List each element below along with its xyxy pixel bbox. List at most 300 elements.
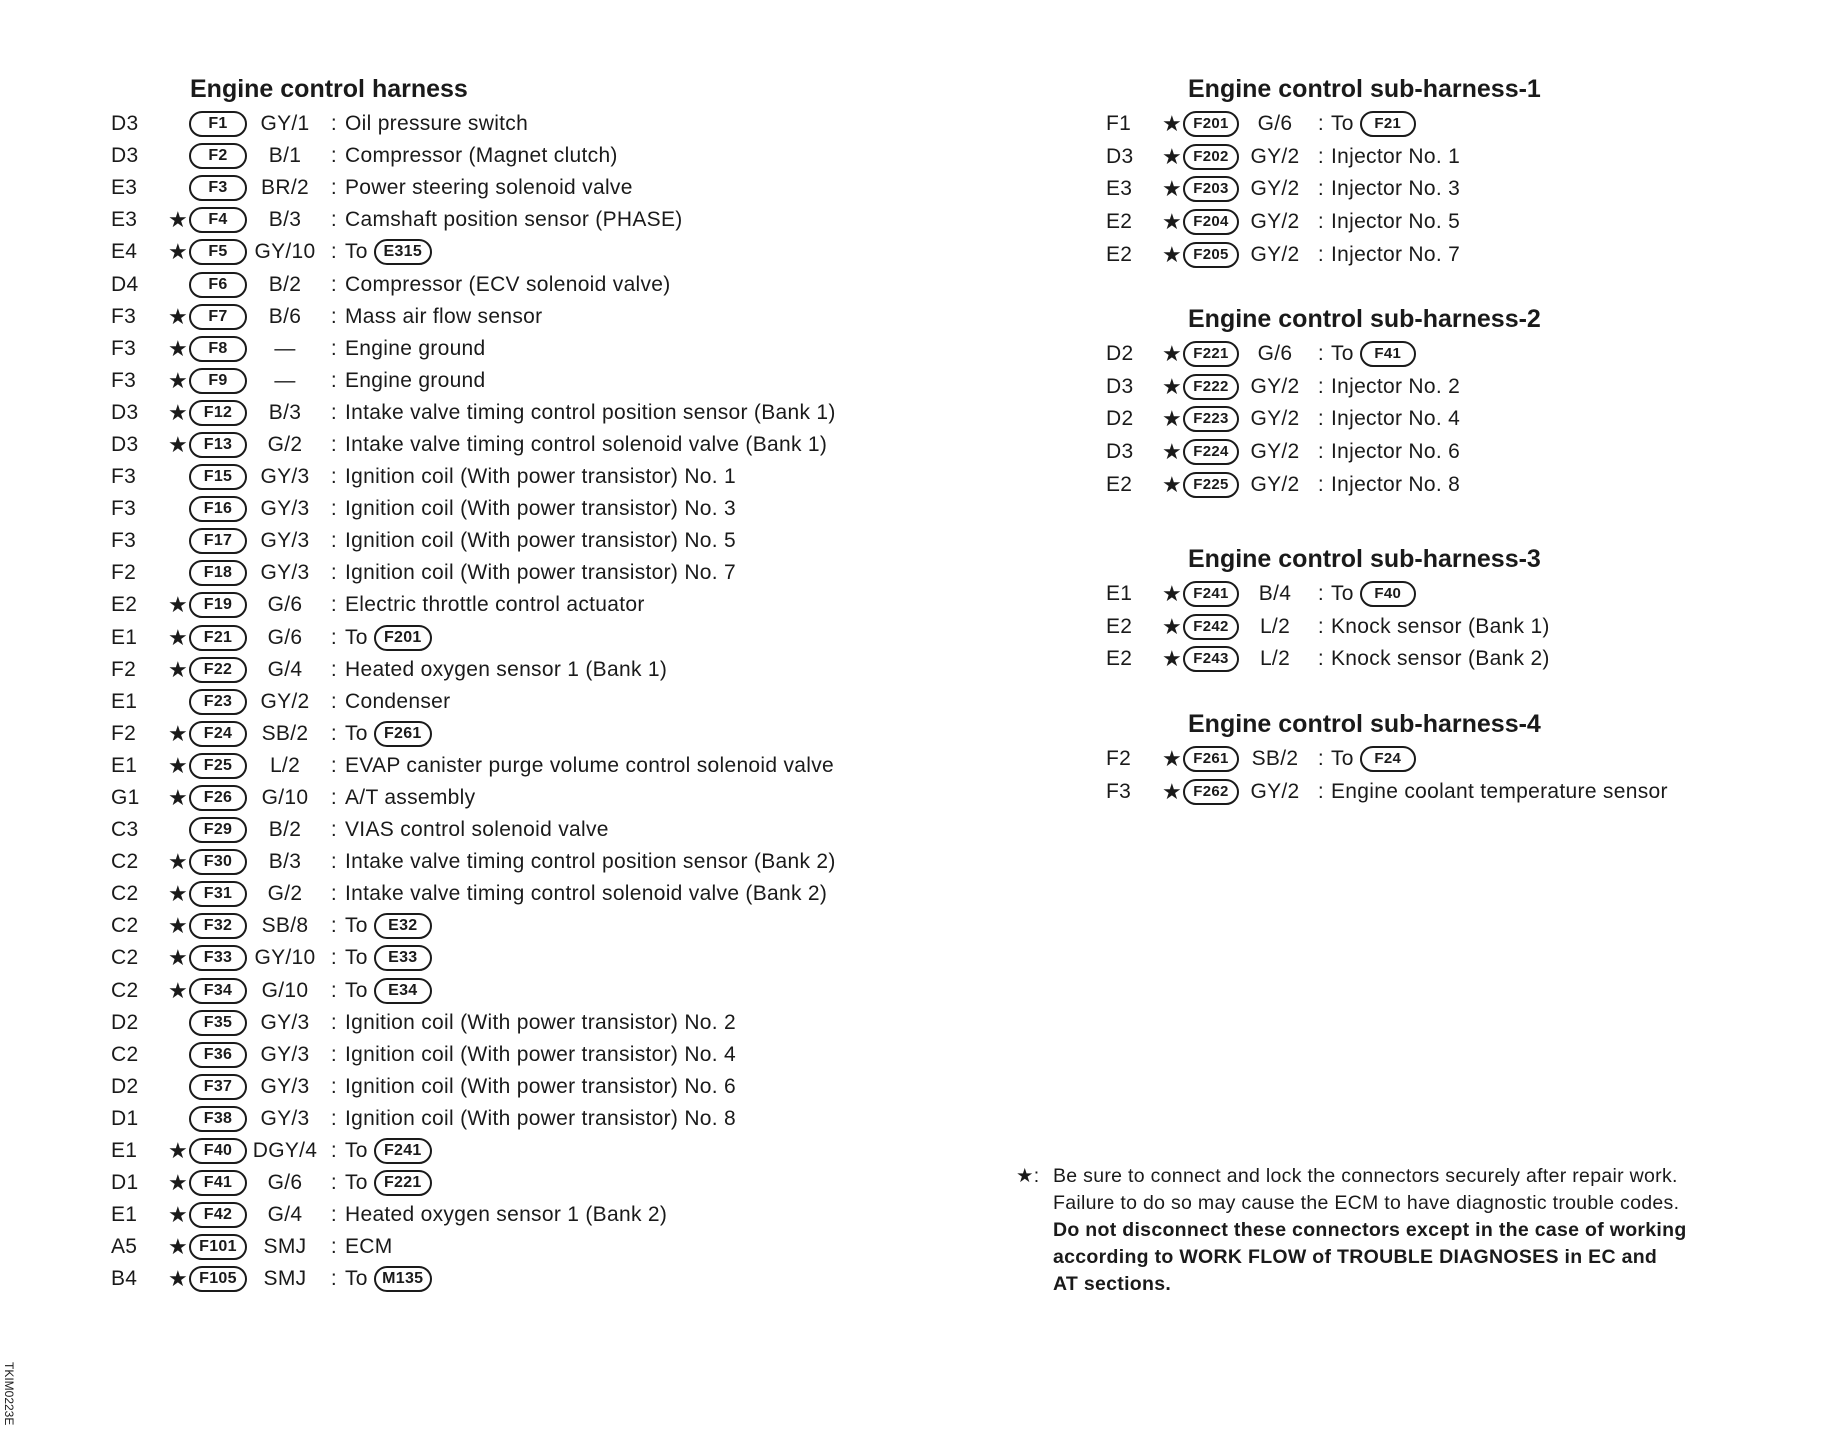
connector-description <box>345 658 667 682</box>
connector-id: F7 <box>189 304 247 330</box>
section-title: Engine control sub-harness-1 <box>1188 75 1541 103</box>
description-text: Injector No. 4 <box>1331 407 1461 431</box>
connector-spec: SB/2 <box>261 721 309 745</box>
connector-row <box>1106 436 1541 469</box>
connector-id: F5 <box>189 239 247 265</box>
connector-description <box>345 625 432 651</box>
target-connector: E315 <box>374 239 432 265</box>
connector-row <box>1106 403 1541 436</box>
connector-description <box>345 786 475 810</box>
target-connector: F24 <box>1360 746 1416 772</box>
description-text: To <box>345 914 368 938</box>
connector-row <box>111 942 836 974</box>
grid-location: D3 <box>111 144 139 168</box>
connector-spec: G/10 <box>261 978 309 1002</box>
star-icon: ★ <box>1161 613 1182 639</box>
connector-spec: B/3 <box>268 208 302 232</box>
connector-description <box>1331 746 1416 772</box>
connector-id: F261 <box>1183 746 1239 772</box>
connector-list <box>1106 743 1668 808</box>
description-text: To <box>345 946 368 970</box>
description-text: Heated oxygen sensor 1 (Bank 1) <box>345 657 668 681</box>
grid-location: D2 <box>1106 407 1134 431</box>
connector-description <box>345 882 827 906</box>
connector-description <box>345 433 827 457</box>
connector-spec: — <box>274 336 296 360</box>
connector-spec: — <box>274 368 296 392</box>
separator: : <box>1317 407 1325 431</box>
separator: : <box>330 272 338 296</box>
description-text: Engine ground <box>345 336 486 360</box>
description-text: Compressor (ECV solenoid valve) <box>345 272 671 296</box>
separator: : <box>330 1042 338 1066</box>
footnote-warning-line: AT sections. <box>1053 1273 1172 1295</box>
separator: : <box>330 946 338 970</box>
connector-id: F29 <box>189 817 247 843</box>
grid-location: C2 <box>111 882 139 906</box>
separator: : <box>330 208 338 232</box>
grid-location: D2 <box>1106 342 1134 366</box>
sub-harness-4-section <box>1106 710 1668 808</box>
connector-id: F203 <box>1183 176 1239 202</box>
target-connector: F241 <box>374 1138 432 1164</box>
section-title: Engine control sub-harness-4 <box>1188 710 1541 738</box>
connector-list <box>1106 108 1541 271</box>
description-text: Injector No. 6 <box>1331 440 1461 464</box>
connector-row <box>1106 238 1541 271</box>
description-text: Condenser <box>345 689 451 713</box>
grid-location: D2 <box>111 1074 139 1098</box>
connector-id: F201 <box>1183 111 1239 137</box>
separator: : <box>1317 374 1325 398</box>
connector-id: F262 <box>1183 779 1239 805</box>
grid-location: C2 <box>111 914 139 938</box>
footnote-row <box>1016 1163 1816 1190</box>
star-icon: ★ <box>167 1202 188 1228</box>
separator: : <box>1317 747 1325 771</box>
separator: : <box>330 818 338 842</box>
star-icon: ★ <box>167 752 188 778</box>
connector-id: F38 <box>189 1106 247 1132</box>
separator: : <box>330 786 338 810</box>
engine-control-harness-section <box>111 75 836 1295</box>
connector-row <box>111 975 836 1007</box>
star-icon: ★ <box>167 849 188 875</box>
star-icon: ★ <box>1161 646 1182 672</box>
separator: : <box>1317 210 1325 234</box>
star-icon: ★ <box>167 656 188 682</box>
separator: : <box>330 112 338 136</box>
description-text: Compressor (Magnet clutch) <box>345 144 618 168</box>
connector-row <box>111 622 836 654</box>
description-text: Power steering solenoid valve <box>345 176 633 200</box>
connector-description <box>345 1075 736 1099</box>
grid-location: E4 <box>111 240 138 264</box>
connector-spec: G/4 <box>267 657 303 681</box>
description-text: Injector No. 1 <box>1331 144 1461 168</box>
connector-description <box>1331 440 1460 464</box>
connector-spec: GY/2 <box>1250 374 1300 398</box>
connector-id: F21 <box>189 625 247 651</box>
separator: : <box>330 1171 338 1195</box>
grid-location: F2 <box>111 721 137 745</box>
connector-description <box>1331 177 1460 201</box>
connector-spec: GY/3 <box>260 1010 310 1034</box>
star-icon: ★ <box>1161 406 1182 432</box>
connector-id: F242 <box>1183 614 1239 640</box>
connector-id: F1 <box>189 111 247 137</box>
separator: : <box>330 850 338 874</box>
connector-spec: GY/1 <box>260 112 310 136</box>
connector-id: F223 <box>1183 406 1239 432</box>
connector-row <box>111 718 836 750</box>
section-title: Engine control harness <box>190 75 468 103</box>
connector-description <box>345 1203 667 1227</box>
connector-description <box>1331 145 1460 169</box>
connector-spec: G/6 <box>267 625 303 649</box>
description-text: Mass air flow sensor <box>345 304 543 328</box>
connector-description <box>345 1266 432 1292</box>
connector-id: F42 <box>189 1202 247 1228</box>
connector-id: F9 <box>189 368 247 394</box>
separator: : <box>1317 342 1325 366</box>
connector-id: F34 <box>189 978 247 1004</box>
connector-spec: SB/2 <box>1251 747 1299 771</box>
grid-location: E3 <box>111 208 138 232</box>
grid-location: D3 <box>1106 144 1134 168</box>
description-text: Ignition coil (With power transistor) No. 5 <box>345 529 737 553</box>
connector-row <box>111 750 836 782</box>
connector-description <box>345 305 542 329</box>
connector-description <box>1331 615 1550 639</box>
grid-location: C2 <box>111 1042 139 1066</box>
description-text: Electric throttle control actuator <box>345 593 645 617</box>
connector-description <box>345 945 432 971</box>
target-connector: F40 <box>1360 581 1416 607</box>
connector-description <box>345 497 736 521</box>
star-icon: ★ <box>167 945 188 971</box>
connector-spec: GY/2 <box>1250 177 1300 201</box>
connector-spec: GY/3 <box>260 1074 310 1098</box>
connector-description <box>345 754 834 778</box>
connector-id: F15 <box>189 464 247 490</box>
connector-description <box>345 465 736 489</box>
description-text: To <box>1331 342 1354 366</box>
connector-spec: G/6 <box>1257 112 1293 136</box>
connector-spec: SMJ <box>263 1267 307 1291</box>
star-footnote <box>1016 1163 1816 1298</box>
target-connector: M135 <box>374 1266 432 1292</box>
connector-spec: B/2 <box>268 272 302 296</box>
connector-list <box>111 108 836 1295</box>
connector-id: F35 <box>189 1010 247 1036</box>
footnote-row <box>1016 1217 1816 1244</box>
description-text: Ignition coil (With power transistor) No. 6 <box>345 1074 737 1098</box>
connector-row <box>1106 141 1541 174</box>
connector-row <box>1106 611 1550 644</box>
connector-description <box>1331 243 1460 267</box>
description-text: Engine ground <box>345 368 486 392</box>
grid-location: A5 <box>111 1235 138 1259</box>
connector-row <box>1106 776 1668 809</box>
connector-id: F101 <box>189 1234 247 1260</box>
connector-row <box>111 878 836 910</box>
description-text: To <box>345 1171 368 1195</box>
connector-row <box>111 108 836 140</box>
connector-spec: GY/2 <box>1250 440 1300 464</box>
grid-location: E1 <box>111 689 138 713</box>
star-icon: ★ <box>167 592 188 618</box>
connector-id: F41 <box>189 1170 247 1196</box>
grid-location: F3 <box>1106 779 1132 803</box>
description-text: Heated oxygen sensor 1 (Bank 2) <box>345 1203 668 1227</box>
separator: : <box>330 1074 338 1098</box>
description-text: To <box>345 1267 368 1291</box>
grid-location: F2 <box>1106 747 1132 771</box>
connector-row <box>1106 468 1541 501</box>
connector-description <box>345 208 683 232</box>
connector-id: F202 <box>1183 144 1239 170</box>
connector-spec: L/2 <box>1259 614 1291 638</box>
star-icon: ★ <box>1161 746 1182 772</box>
separator: : <box>1317 144 1325 168</box>
footnote-warning-line: according to WORK FLOW of TROUBLE DIAGNOSES in EC and <box>1053 1246 1658 1268</box>
connector-row <box>111 461 836 493</box>
connector-spec: GY/10 <box>254 946 316 970</box>
connector-id: F22 <box>189 657 247 683</box>
description-text: Intake valve timing control solenoid valve (Bank 2) <box>345 882 828 906</box>
grid-location: F3 <box>111 304 137 328</box>
separator: : <box>330 689 338 713</box>
separator: : <box>1317 614 1325 638</box>
grid-location: E2 <box>1106 472 1133 496</box>
separator: : <box>330 1235 338 1259</box>
connector-spec: GY/2 <box>1250 779 1300 803</box>
connector-spec: G/4 <box>267 1203 303 1227</box>
connector-description <box>1331 375 1460 399</box>
description-text: Injector No. 7 <box>1331 242 1461 266</box>
description-text: Intake valve timing control position sensor (Bank 1) <box>345 400 836 424</box>
separator: : <box>330 1203 338 1227</box>
connector-row <box>1106 206 1541 239</box>
connector-row <box>111 1263 836 1295</box>
star-icon: ★ <box>167 1234 188 1260</box>
grid-location: D3 <box>1106 374 1134 398</box>
connector-id: F23 <box>189 689 247 715</box>
connector-description <box>345 593 645 617</box>
connector-id: F25 <box>189 753 247 779</box>
separator: : <box>330 1139 338 1163</box>
connector-id: F8 <box>189 336 247 362</box>
connector-row <box>1106 338 1541 371</box>
grid-location: D1 <box>111 1106 139 1130</box>
connector-description <box>1331 647 1550 671</box>
separator: : <box>330 368 338 392</box>
connector-description <box>345 1011 736 1035</box>
connector-id: F222 <box>1183 374 1239 400</box>
description-text: To <box>345 625 368 649</box>
separator: : <box>1317 242 1325 266</box>
connector-row <box>111 204 836 236</box>
connector-description <box>345 273 671 297</box>
connector-row <box>111 236 836 268</box>
separator: : <box>1317 440 1325 464</box>
connector-row <box>1106 108 1541 141</box>
star-icon: ★ <box>167 367 188 393</box>
connector-description <box>345 913 432 939</box>
grid-location: F3 <box>111 529 137 553</box>
grid-location: E2 <box>1106 210 1133 234</box>
connector-spec: GY/3 <box>260 529 310 553</box>
grid-location: E1 <box>111 625 138 649</box>
grid-location: D3 <box>111 112 139 136</box>
connector-row <box>111 557 836 589</box>
description-text: Intake valve timing control solenoid valve (Bank 1) <box>345 432 828 456</box>
connector-row <box>111 172 836 204</box>
footnote-row <box>1016 1244 1816 1271</box>
description-text: Engine coolant temperature sensor <box>1331 779 1668 803</box>
connector-description <box>345 818 609 842</box>
target-connector: F221 <box>374 1170 432 1196</box>
separator: : <box>330 432 338 456</box>
grid-location: D3 <box>111 432 139 456</box>
connector-id: F13 <box>189 432 247 458</box>
connector-description <box>1331 111 1416 137</box>
connector-id: F241 <box>1183 581 1239 607</box>
connector-id: F17 <box>189 528 247 554</box>
separator: : <box>330 882 338 906</box>
connector-spec: L/2 <box>1259 647 1291 671</box>
star-icon: ★ <box>167 1170 188 1196</box>
connector-description <box>345 1235 393 1259</box>
connector-description <box>345 850 836 874</box>
grid-location: B4 <box>111 1267 138 1291</box>
description-text: Injector No. 5 <box>1331 210 1461 234</box>
description-text: VIAS control solenoid valve <box>345 818 609 842</box>
separator: : <box>330 978 338 1002</box>
connector-id: F37 <box>189 1074 247 1100</box>
star-icon: ★ <box>1161 341 1182 367</box>
connector-id: F18 <box>189 560 247 586</box>
connector-description <box>1331 341 1416 367</box>
description-text: Ignition coil (With power transistor) No. 3 <box>345 497 737 521</box>
connector-description <box>345 1043 736 1067</box>
connector-spec: B/3 <box>268 850 302 874</box>
grid-location: E1 <box>111 753 138 777</box>
star-icon: ★ <box>167 913 188 939</box>
star-icon: ★ <box>1161 111 1182 137</box>
description-text: Injector No. 3 <box>1331 177 1461 201</box>
description-text: To <box>1331 747 1354 771</box>
description-text: EVAP canister purge volume control solenoid valve <box>345 753 835 777</box>
connector-spec: B/2 <box>268 818 302 842</box>
connector-description <box>345 1170 432 1196</box>
separator: : <box>330 497 338 521</box>
connector-row <box>111 910 836 942</box>
star-icon: ★ <box>167 207 188 233</box>
target-connector: E33 <box>374 945 432 971</box>
connector-row <box>111 397 836 429</box>
grid-location: F3 <box>111 336 137 360</box>
connector-spec: GY/2 <box>1250 407 1300 431</box>
grid-location: F1 <box>1106 112 1132 136</box>
separator: : <box>330 1106 338 1130</box>
separator: : <box>330 721 338 745</box>
sub-harness-1-section <box>1106 75 1541 271</box>
connector-row <box>111 1135 836 1167</box>
star-icon: ★ <box>167 720 188 746</box>
star-icon: ★ <box>167 239 188 265</box>
star-icon: ★ <box>1161 209 1182 235</box>
connector-id: F32 <box>189 913 247 939</box>
connector-description <box>345 176 633 200</box>
star-icon: ★ <box>167 303 188 329</box>
connector-description <box>345 561 736 585</box>
separator: : <box>330 529 338 553</box>
description-text: To <box>345 721 368 745</box>
star-icon: ★ <box>167 881 188 907</box>
grid-location: F3 <box>111 497 137 521</box>
star-icon: ★ <box>1161 471 1182 497</box>
connector-id: F205 <box>1183 242 1239 268</box>
target-connector: F261 <box>374 721 432 747</box>
grid-location: G1 <box>111 786 140 810</box>
target-connector: F21 <box>1360 111 1416 137</box>
description-text: Oil pressure switch <box>345 112 529 136</box>
connector-row <box>1106 371 1541 404</box>
connector-id: F204 <box>1183 209 1239 235</box>
connector-row <box>1106 173 1541 206</box>
sub-harness-2-section <box>1106 305 1541 501</box>
section-title: Engine control sub-harness-2 <box>1188 305 1541 333</box>
connector-id: F36 <box>189 1042 247 1068</box>
connector-spec: SB/8 <box>261 914 309 938</box>
star-marker: ★: <box>1016 1165 1040 1187</box>
description-text: Camshaft position sensor (PHASE) <box>345 208 683 232</box>
description-text: Injector No. 2 <box>1331 374 1461 398</box>
separator: : <box>330 625 338 649</box>
separator: : <box>330 465 338 489</box>
separator: : <box>330 400 338 424</box>
connector-row <box>111 268 836 300</box>
star-icon: ★ <box>167 977 188 1003</box>
grid-location: D3 <box>111 400 139 424</box>
separator: : <box>1317 112 1325 136</box>
connector-id: F4 <box>189 207 247 233</box>
footnote-line: Failure to do so may cause the ECM to have diagnostic trouble codes. <box>1053 1192 1680 1214</box>
connector-description <box>1331 780 1668 804</box>
separator: : <box>1317 582 1325 606</box>
connector-spec: G/2 <box>267 432 303 456</box>
description-text: Intake valve timing control position sensor (Bank 2) <box>345 850 836 874</box>
grid-location: C2 <box>111 978 139 1002</box>
connector-row <box>1106 643 1550 676</box>
connector-id: F6 <box>189 272 247 298</box>
connector-row <box>111 1231 836 1263</box>
connector-spec: GY/2 <box>1250 210 1300 234</box>
separator: : <box>330 914 338 938</box>
connector-spec: GY/3 <box>260 465 310 489</box>
connector-description <box>345 721 432 747</box>
connector-row <box>111 686 836 718</box>
connector-row <box>111 140 836 172</box>
target-connector: F41 <box>1360 341 1416 367</box>
separator: : <box>330 176 338 200</box>
connector-spec: B/6 <box>268 304 302 328</box>
star-icon: ★ <box>167 624 188 650</box>
connector-row <box>111 333 836 365</box>
connector-id: F105 <box>189 1266 247 1292</box>
